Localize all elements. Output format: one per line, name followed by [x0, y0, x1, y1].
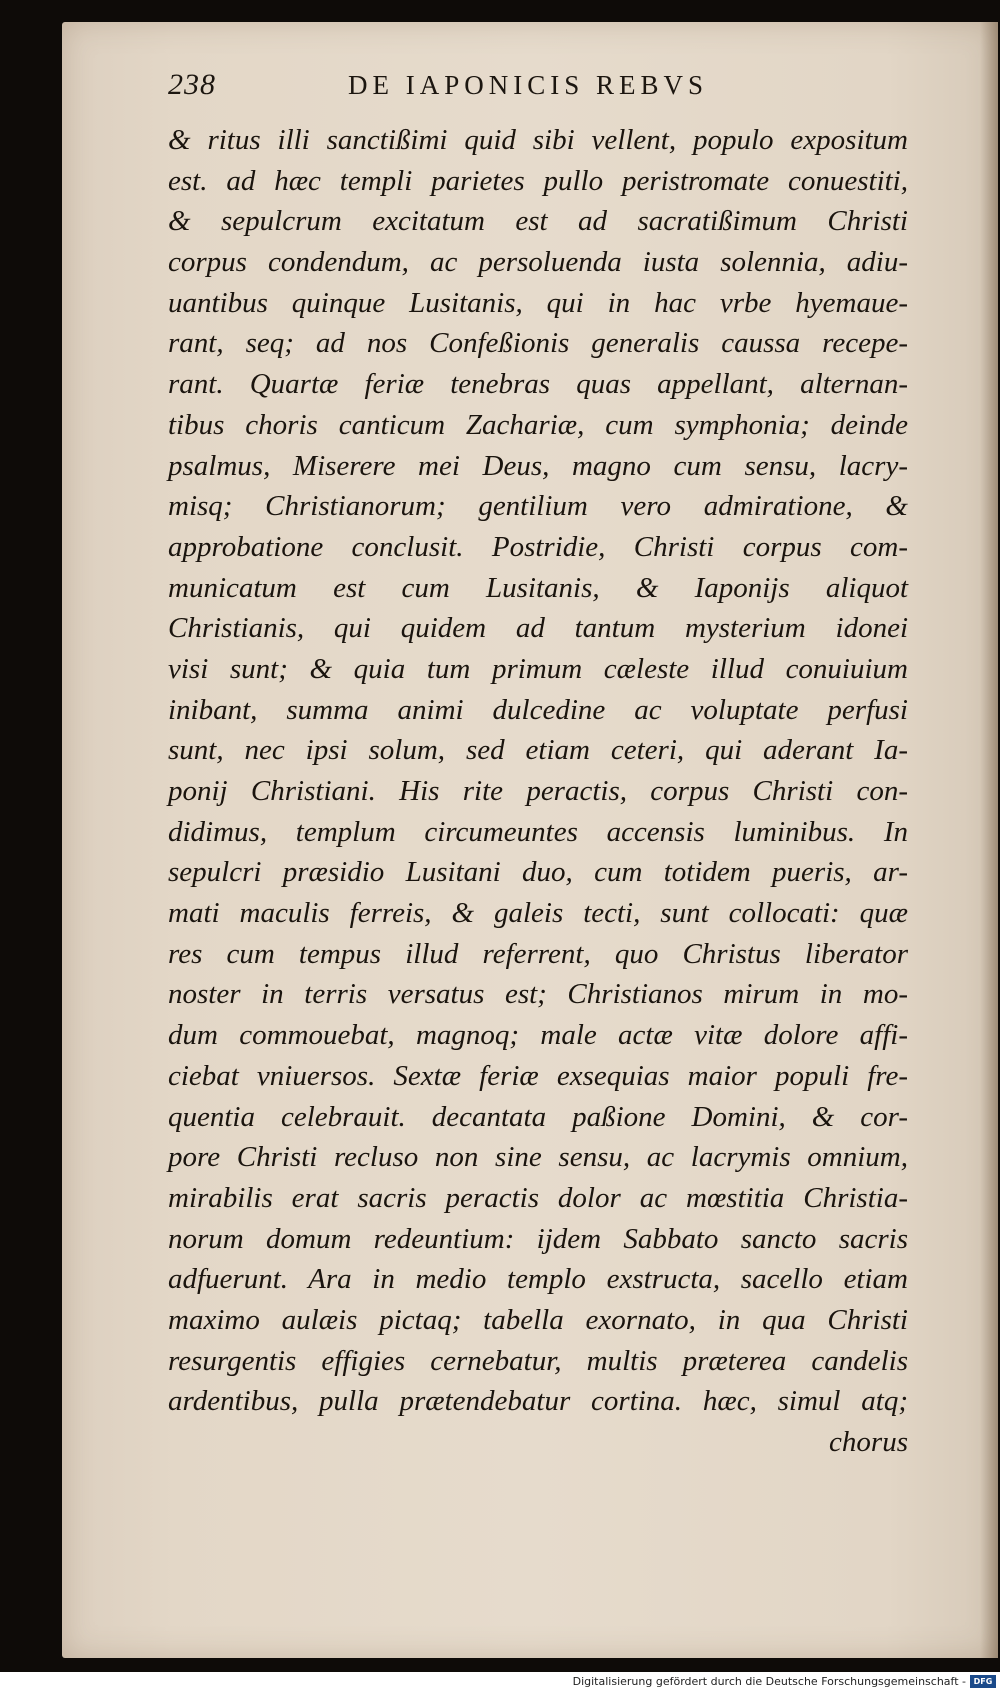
text-line: maximo aulæis pictaq; tabella exornato, in qua Christi	[168, 1303, 908, 1336]
text-line: noster in terris versatus est; Christianos mirum in mo-	[168, 978, 908, 1011]
text-line: municatum est cum Lusitanis, & Iaponijs aliquot	[168, 571, 908, 604]
text-line: norum domum redeuntium: ijdem Sabbato sancto sacris	[168, 1222, 908, 1255]
page-number: 238	[168, 68, 216, 101]
text-line: mati maculis ferreis, & galeis tecti, sunt collocati: quæ	[168, 897, 908, 930]
text-line: ciebat vniuersos. Sextæ feriæ exsequias maior populi fre-	[168, 1059, 908, 1092]
text-line: pore Christi recluso non sine sensu, ac lacrymis omnium,	[168, 1141, 908, 1174]
text-line: est. ad hæc templi parietes pullo peristromate conuestiti,	[168, 164, 908, 197]
text-line: inibant, summa animi dulcedine ac voluptate perfusi	[168, 693, 908, 726]
text-line: adfuerunt. Ara in medio templo exstructa, sacello etiam	[168, 1263, 908, 1296]
page-gutter-shadow	[980, 22, 998, 1658]
text-line: corpus condendum, ac persoluenda iusta solennia, adiu-	[168, 246, 908, 279]
running-title: DE IAPONICIS REBVS	[348, 70, 709, 100]
text-line: uantibus quinque Lusitanis, qui in hac vrbe hyemaue-	[168, 286, 908, 319]
text-line: psalmus, Miserere mei Deus, magno cum sensu, lacry-	[168, 449, 908, 482]
body-text	[168, 120, 908, 1463]
text-line: mirabilis erat sacris peractis dolor ac mœstitia Christia-	[168, 1181, 908, 1214]
text-line: rant, seq; ad nos Confeßionis generalis caussa recepe-	[168, 327, 908, 360]
text-line: res cum tempus illud referrent, quo Christus liberator	[168, 937, 908, 970]
catchword: chorus	[829, 1426, 908, 1458]
text-line: sepulcri præsidio Lusitani duo, cum totidem pueris, ar-	[168, 856, 908, 889]
text-line: misq; Christianorum; gentilium vero admiratione, &	[168, 490, 908, 523]
text-line: rant. Quartæ feriæ tenebras quas appellant, alternan-	[168, 368, 908, 401]
funding-credit: Digitalisierung gefördert durch die Deutsche Forschungsgemeinschaft -	[572, 1675, 966, 1688]
text-line: Christianis, qui quidem ad tantum mysterium idonei	[168, 612, 908, 645]
dfg-logo-icon: DFG	[970, 1675, 996, 1688]
text-line: didimus, templum circumeuntes accensis luminibus. In	[168, 815, 908, 848]
text-line: sunt, nec ipsi solum, sed etiam ceteri, qui aderant Ia-	[168, 734, 908, 767]
text-line: quentia celebrauit. decantata paßione Domini, & cor-	[168, 1100, 908, 1133]
text-line: tibus choris canticum Zachariæ, cum symphonia; deinde	[168, 408, 908, 441]
text-line: ardentibus, pulla prætendebatur cortina. hæc, simul atq;	[168, 1385, 908, 1418]
text-line: resurgentis effigies cernebatur, multis præterea candelis	[168, 1344, 908, 1377]
page-header	[168, 68, 868, 108]
text-line: dum commouebat, magnoq; male actæ vitæ dolore affi-	[168, 1019, 908, 1052]
text-line: & sepulcrum excitatum est ad sacratißimum Christi	[168, 205, 908, 238]
text-line: ponij Christiani. His rite peractis, corpus Christi con-	[168, 775, 908, 807]
text-line: approbatione conclusit. Postridie, Christi corpus com-	[168, 530, 908, 563]
footer-band	[0, 1672, 1000, 1692]
text-line: visi sunt; & quia tum primum cæleste illud conuiuium	[168, 652, 908, 685]
text-line: & ritus illi sanctißimi quid sibi vellent, populo expositum	[168, 124, 908, 156]
